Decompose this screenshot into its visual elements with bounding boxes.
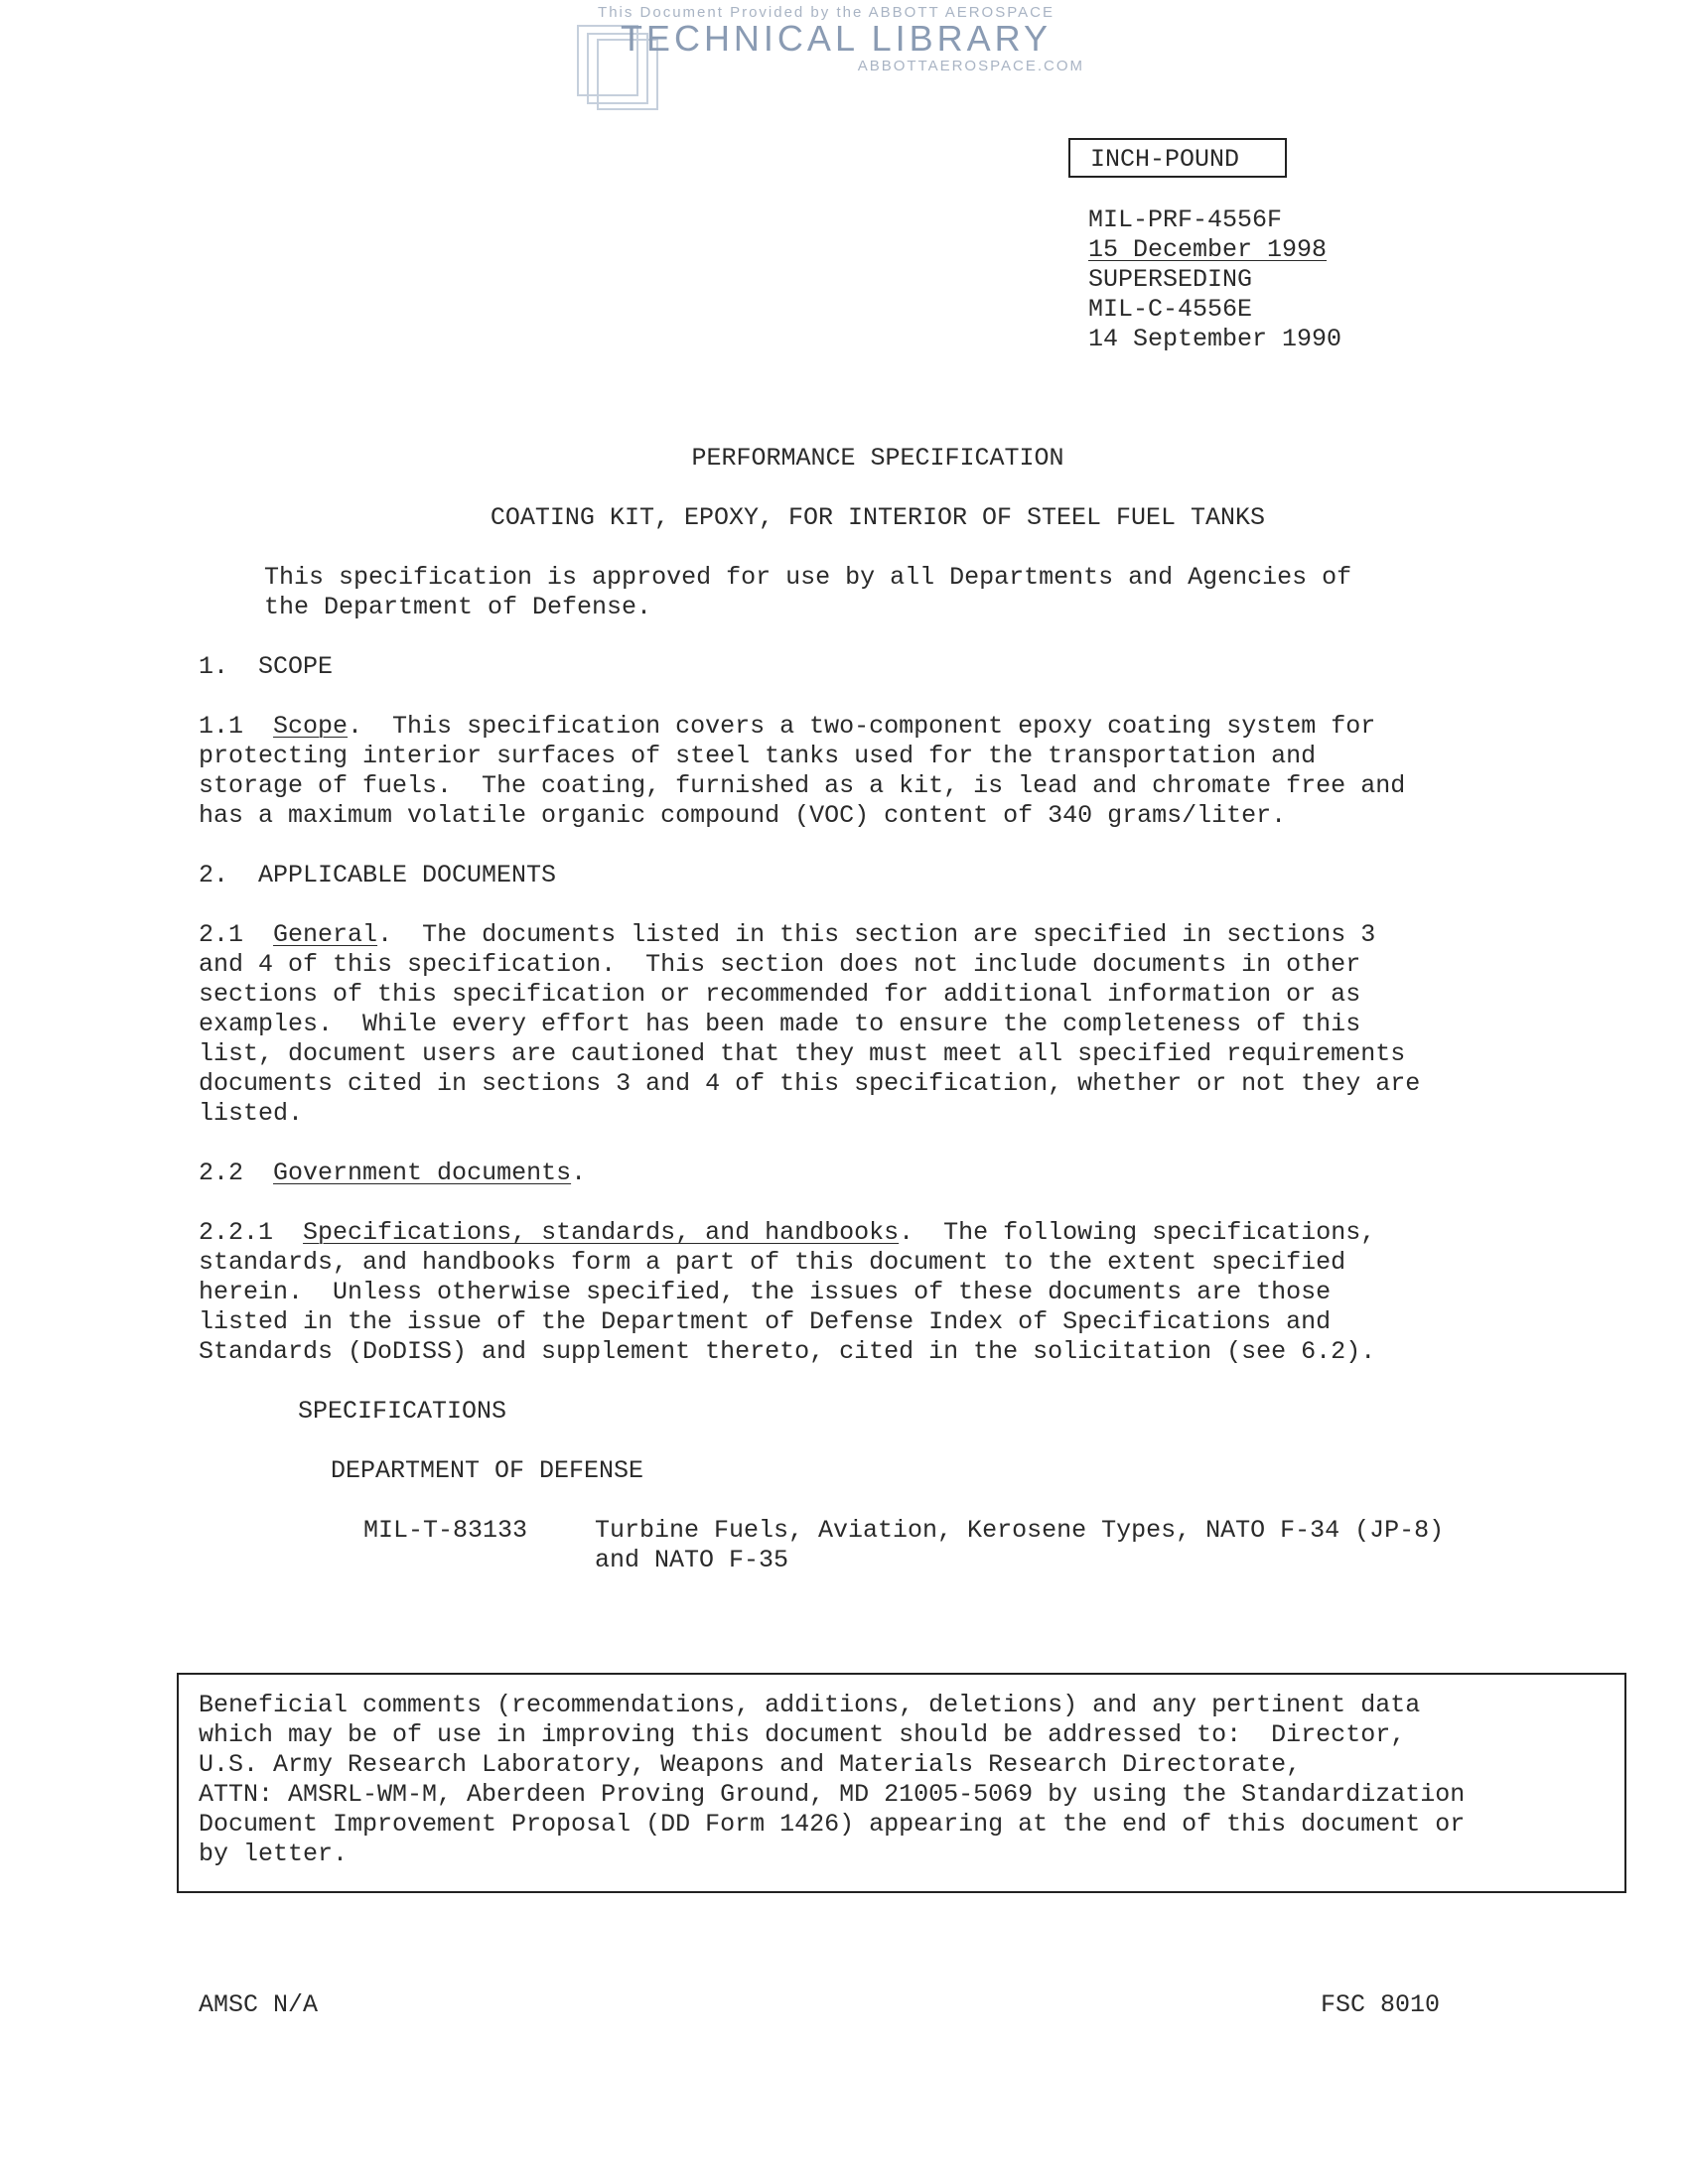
para-2-2-1-line-2: standards, and handbooks form a part of this document to the extent specified [199, 1248, 1346, 1277]
para-2-1-line-3: sections of this specification or recommended for additional information or as [199, 980, 1361, 1009]
para-1-1-line-1 [199, 712, 1375, 742]
para-2-2-1-line-1 [199, 1218, 1375, 1248]
comments-line-2: which may be of use in improving this document should be addressed to: Director, [199, 1720, 1406, 1749]
doc-date: 15 December 1998 [1088, 235, 1328, 264]
department-heading: DEPARTMENT OF DEFENSE [331, 1456, 644, 1485]
watermark-provided-by: This Document Provided by the ABBOTT AEROSPACE [598, 4, 1055, 21]
watermark-url: ABBOTTAEROSPACE.COM [857, 58, 1084, 74]
spec-item-id: MIL-T-83133 [363, 1516, 528, 1545]
para-number: 2.2.1 [199, 1218, 274, 1247]
footer-amsc: AMSC N/A [199, 1990, 319, 2019]
para-2-1-line-4: examples. While every effort has been made to ensure the completeness of this [199, 1010, 1361, 1038]
para-number: 2.2 [199, 1159, 244, 1187]
para-1-1-line-3: storage of fuels. The coating, furnished as a kit, is lead and chromate free and [199, 771, 1406, 800]
spec-type-title: PERFORMANCE SPECIFICATION [691, 444, 1064, 473]
para-number: 2.1 [199, 920, 244, 949]
doc-number: MIL-PRF-4556F [1088, 205, 1283, 234]
spec-subject-title: COATING KIT, EPOXY, FOR INTERIOR OF STEEL FUEL TANKS [490, 503, 1266, 532]
para-title: Specifications, standards, and handbooks [303, 1218, 900, 1247]
approval-line-2: the Department of Defense. [264, 593, 652, 621]
measurement-system: INCH-POUND [1090, 145, 1240, 174]
superseded-doc: MIL-C-4556E [1088, 295, 1253, 324]
para-title: Government documents [273, 1159, 572, 1187]
para-2-1-line-1 [199, 920, 1375, 950]
para-2-2-1-line-5: Standards (DoDISS) and supplement thereto, cited in the solicitation (see 6.2). [199, 1337, 1376, 1366]
para-text: . [571, 1159, 587, 1187]
footer-fsc: FSC 8010 [1321, 1990, 1441, 2019]
para-text: . The documents listed in this section are specified in sections 3 [377, 920, 1376, 949]
approval-line-1: This specification is approved for use by all Departments and Agencies of [264, 563, 1352, 592]
section-2-heading: 2. APPLICABLE DOCUMENTS [199, 861, 557, 889]
watermark-title: TECHNICAL LIBRARY [620, 18, 1053, 59]
para-2-2 [199, 1159, 586, 1188]
para-2-1-line-7: listed. [199, 1099, 304, 1128]
para-1-1-line-4: has a maximum volatile organic compound (VOC) content of 340 grams/liter. [199, 801, 1287, 830]
comments-box [177, 1673, 1626, 1893]
comments-line-6: by letter. [199, 1840, 349, 1868]
para-2-1-line-2: and 4 of this specification. This section does not include documents in other [199, 950, 1361, 979]
comments-line-5: Document Improvement Proposal (DD Form 1426) appearing at the end of this document or [199, 1810, 1466, 1839]
para-title: Scope [273, 712, 349, 741]
comments-line-3: U.S. Army Research Laboratory, Weapons and Materials Research Directorate, [199, 1750, 1302, 1779]
watermark [568, 0, 1084, 114]
para-2-2-1-line-4: listed in the issue of the Department of Defense Index of Specifications and [199, 1307, 1332, 1336]
comments-line-1: Beneficial comments (recommendations, additions, deletions) and any pertinent data [199, 1691, 1421, 1719]
spec-item-desc-line-2: and NATO F-35 [595, 1546, 789, 1574]
para-2-1-line-6: documents cited in sections 3 and 4 of this specification, whether or not they are [199, 1069, 1421, 1098]
para-1-1-line-2: protecting interior surfaces of steel tanks used for the transportation and [199, 742, 1317, 770]
specifications-heading: SPECIFICATIONS [298, 1397, 507, 1426]
spec-item-desc-line-1: Turbine Fuels, Aviation, Kerosene Types, NATO F-34 (JP-8) [595, 1516, 1445, 1545]
para-text: . The following specifications, [899, 1218, 1376, 1247]
superseding-label: SUPERSEDING [1088, 265, 1253, 294]
para-text: . This specification covers a two-component epoxy coating system for [348, 712, 1376, 741]
superseded-date: 14 September 1990 [1088, 325, 1342, 353]
para-title: General [273, 920, 378, 949]
para-2-2-1-line-3: herein. Unless otherwise specified, the issues of these documents are those [199, 1278, 1332, 1306]
section-1-heading: 1. SCOPE [199, 652, 334, 681]
para-number: 1.1 [199, 712, 244, 741]
measurement-system-box [1068, 138, 1287, 178]
para-2-1-line-5: list, document users are cautioned that they must meet all specified requirements [199, 1039, 1406, 1068]
comments-line-4: ATTN: AMSRL-WM-M, Aberdeen Proving Ground, MD 21005-5069 by using the Standardization [199, 1780, 1466, 1809]
